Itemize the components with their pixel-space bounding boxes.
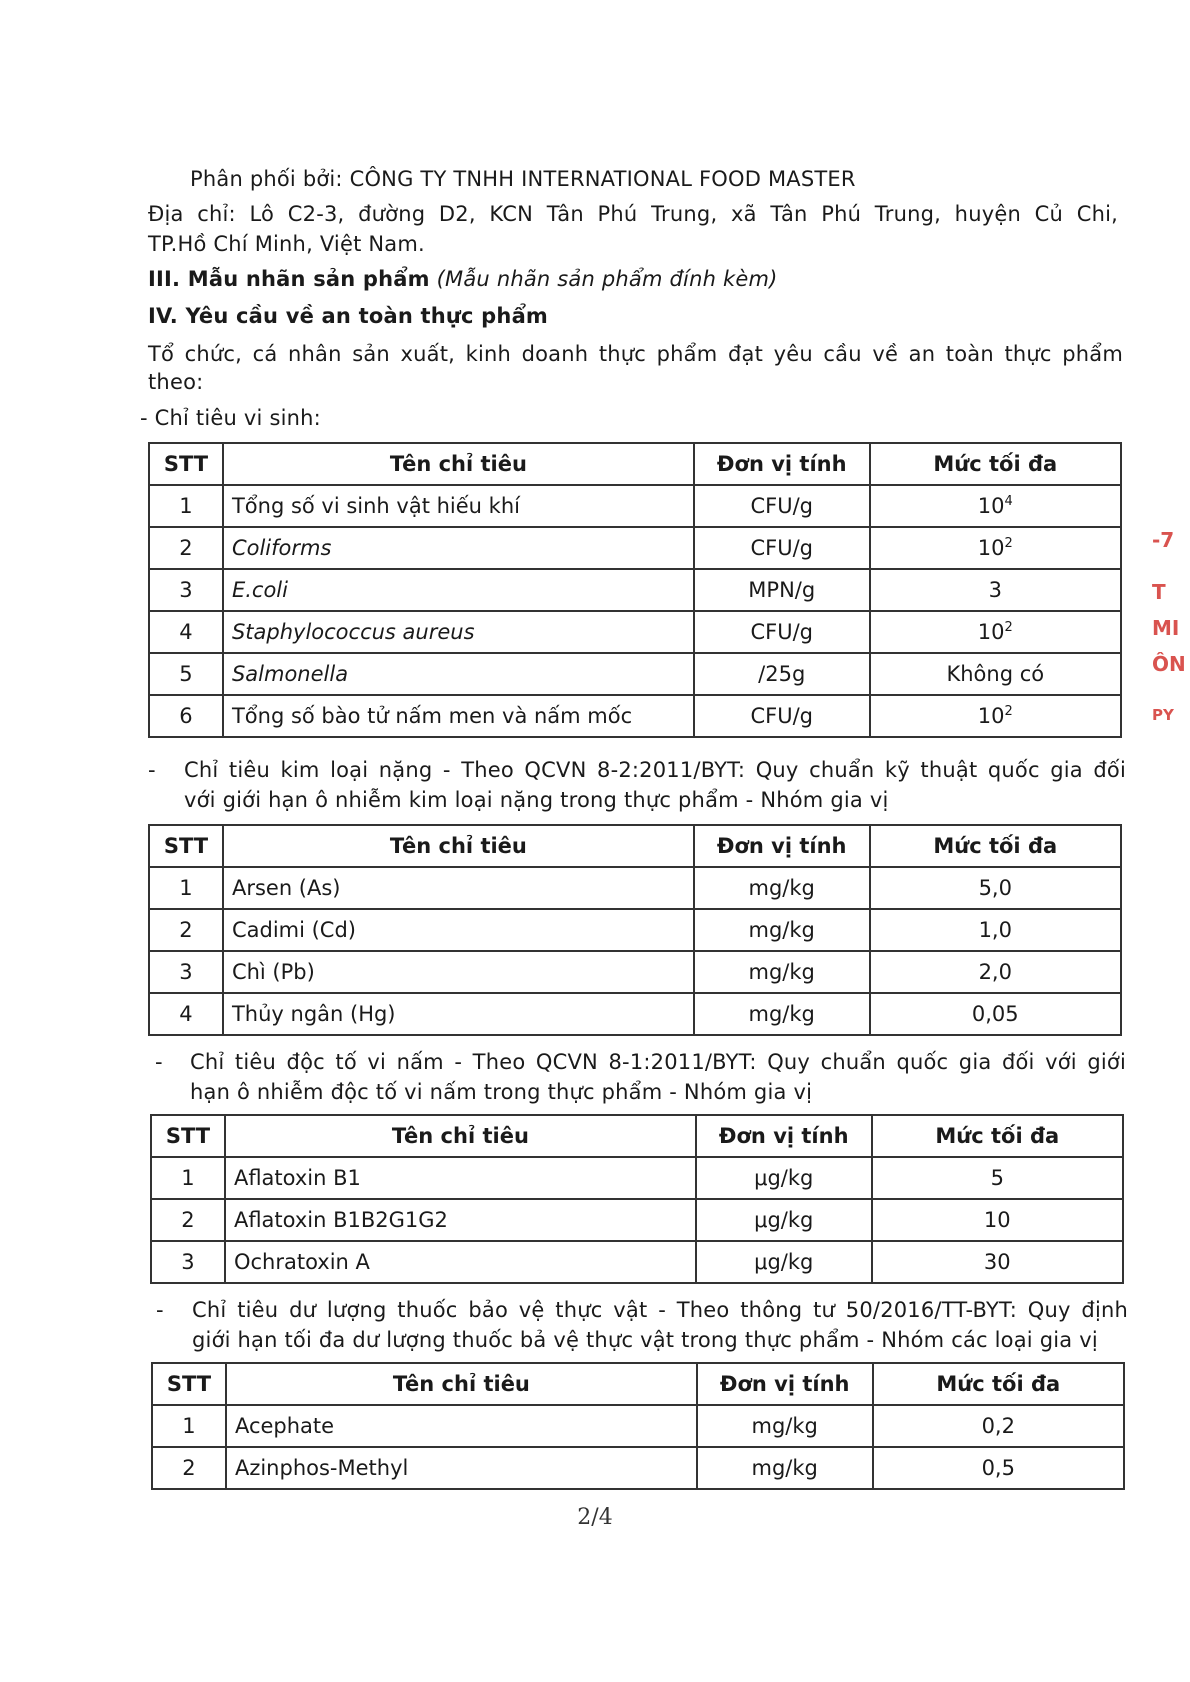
section-3-title: III. Mẫu nhãn sản phẩm xyxy=(148,267,430,291)
metals-table xyxy=(148,824,1122,1036)
myco-label-1: Chỉ tiêu độc tố vi nấm - Theo QCVN 8-1:2011/BYT: Quy chuẩn quốc gia đối với giới xyxy=(190,1050,1126,1074)
myco-dash: - xyxy=(155,1050,163,1074)
page-number: 2/4 xyxy=(577,1505,613,1530)
header-unit: Đơn vị tính xyxy=(694,443,870,485)
cell-name: Chì (Pb) xyxy=(223,951,694,993)
cell-unit: μg/kg xyxy=(696,1157,872,1199)
cell-name: Ochratoxin A xyxy=(225,1241,696,1283)
table-row xyxy=(151,1199,1123,1241)
cell-unit: MPN/g xyxy=(694,569,870,611)
table-header-row xyxy=(151,1115,1123,1157)
table-row xyxy=(149,527,1121,569)
cell-stt: 1 xyxy=(151,1157,225,1199)
cell-unit: CFU/g xyxy=(694,695,870,737)
cell-name: Tổng số vi sinh vật hiếu khí xyxy=(223,485,694,527)
micro-table xyxy=(148,442,1122,738)
table-row xyxy=(152,1405,1124,1447)
metals-label-2: với giới hạn ô nhiễm kim loại nặng trong thực phẩm - Nhóm gia vị xyxy=(184,788,889,812)
cell-name: Salmonella xyxy=(223,653,694,695)
table-row xyxy=(149,611,1121,653)
cell-name: Thủy ngân (Hg) xyxy=(223,993,694,1035)
cell-unit: mg/kg xyxy=(694,867,870,909)
section-3-heading xyxy=(148,265,778,293)
cell-max: 5 xyxy=(872,1157,1123,1199)
cell-name: Acephate xyxy=(226,1405,697,1447)
table-row xyxy=(151,1241,1123,1283)
header-unit: Đơn vị tính xyxy=(694,825,870,867)
table-row xyxy=(149,569,1121,611)
pesticides-dash: - xyxy=(156,1298,164,1322)
cell-max xyxy=(870,485,1121,527)
pesticides-label-2: giới hạn tối đa dư lượng thuốc bả vệ thực vật trong thực phẩm - Nhóm các loại gia vị xyxy=(192,1328,1098,1352)
cell-stt: 6 xyxy=(149,695,223,737)
stamp-fragment: MI xyxy=(1152,616,1180,640)
cell-unit: mg/kg xyxy=(697,1405,873,1447)
micro-label: - Chỉ tiêu vi sinh: xyxy=(140,406,321,430)
max-base: 10 xyxy=(977,494,1005,518)
cell-unit: mg/kg xyxy=(697,1447,873,1489)
metals-label-1: Chỉ tiêu kim loại nặng - Theo QCVN 8-2:2011/BYT: Quy chuẩn kỹ thuật quốc gia đối xyxy=(184,758,1126,782)
cell-stt: 4 xyxy=(149,611,223,653)
max-base: 3 xyxy=(988,578,1002,602)
header-max: Mức tối đa xyxy=(872,1115,1123,1157)
red-seal-stamp xyxy=(1148,520,1188,740)
cell-stt: 2 xyxy=(152,1447,226,1489)
cell-stt: 2 xyxy=(149,527,223,569)
table-row xyxy=(149,653,1121,695)
header-name: Tên chỉ tiêu xyxy=(226,1363,697,1405)
cell-stt: 5 xyxy=(149,653,223,695)
myco-label-2: hạn ô nhiễm độc tố vi nấm trong thực phẩm - Nhóm gia vị xyxy=(190,1080,813,1104)
cell-stt: 3 xyxy=(149,569,223,611)
cell-max: 0,05 xyxy=(870,993,1121,1035)
table-row xyxy=(149,867,1121,909)
cell-unit: mg/kg xyxy=(694,951,870,993)
cell-max xyxy=(870,611,1121,653)
cell-stt: 2 xyxy=(149,909,223,951)
cell-name: Azinphos-Methyl xyxy=(226,1447,697,1489)
header-name: Tên chỉ tiêu xyxy=(223,825,694,867)
header-max: Mức tối đa xyxy=(870,443,1121,485)
table-row xyxy=(149,951,1121,993)
cell-unit: μg/kg xyxy=(696,1241,872,1283)
cell-unit: mg/kg xyxy=(694,909,870,951)
header-name: Tên chỉ tiêu xyxy=(223,443,694,485)
cell-name: Coliforms xyxy=(223,527,694,569)
max-exponent: 4 xyxy=(1004,494,1013,509)
mycotoxins-table xyxy=(150,1114,1124,1284)
cell-unit: CFU/g xyxy=(694,527,870,569)
cell-max: 30 xyxy=(872,1241,1123,1283)
max-base: 10 xyxy=(977,704,1005,728)
address-line-2: TP.Hồ Chí Minh, Việt Nam. xyxy=(148,232,425,256)
stamp-fragment: T xyxy=(1152,580,1166,604)
cell-unit: /25g xyxy=(694,653,870,695)
cell-unit: CFU/g xyxy=(694,485,870,527)
section-3-note: (Mẫu nhãn sản phẩm đính kèm) xyxy=(436,267,778,291)
section-4-intro-1: Tổ chức, cá nhân sản xuất, kinh doanh thực phẩm đạt yêu cầu về an toàn thực phẩm xyxy=(148,342,1123,366)
cell-stt: 3 xyxy=(149,951,223,993)
header-stt: STT xyxy=(149,443,223,485)
table-row xyxy=(152,1447,1124,1489)
section-4-heading: IV. Yêu cầu về an toàn thực phẩm xyxy=(148,304,549,328)
pesticides-table xyxy=(151,1362,1125,1490)
table-header-row xyxy=(149,443,1121,485)
header-max: Mức tối đa xyxy=(870,825,1121,867)
cell-max xyxy=(870,695,1121,737)
header-max: Mức tối đa xyxy=(873,1363,1124,1405)
header-stt: STT xyxy=(152,1363,226,1405)
cell-stt: 3 xyxy=(151,1241,225,1283)
cell-max: 0,5 xyxy=(873,1447,1124,1489)
distributor-line: Phân phối bởi: CÔNG TY TNHH INTERNATIONAL FOOD MASTER xyxy=(190,167,856,191)
stamp-fragment: -7 xyxy=(1152,528,1175,552)
cell-stt: 1 xyxy=(149,867,223,909)
max-base: Không có xyxy=(946,662,1045,686)
stamp-fragment: PY xyxy=(1152,706,1174,724)
max-exponent: 2 xyxy=(1004,536,1013,551)
table-row xyxy=(149,485,1121,527)
cell-unit: μg/kg xyxy=(696,1199,872,1241)
cell-name: Aflatoxin B1B2G1G2 xyxy=(225,1199,696,1241)
cell-unit: CFU/g xyxy=(694,611,870,653)
table-row xyxy=(149,993,1121,1035)
table-header-row xyxy=(152,1363,1124,1405)
cell-name: Aflatoxin B1 xyxy=(225,1157,696,1199)
cell-name: Cadimi (Cd) xyxy=(223,909,694,951)
cell-max xyxy=(870,653,1121,695)
cell-name: Staphylococcus aureus xyxy=(223,611,694,653)
table-row xyxy=(149,695,1121,737)
pesticides-label-1: Chỉ tiêu dư lượng thuốc bảo vệ thực vật - Theo thông tư 50/2016/TT-BYT: Quy định xyxy=(192,1298,1128,1322)
max-exponent: 2 xyxy=(1004,704,1013,719)
cell-stt: 1 xyxy=(149,485,223,527)
header-unit: Đơn vị tính xyxy=(696,1115,872,1157)
table-row xyxy=(151,1157,1123,1199)
cell-max: 10 xyxy=(872,1199,1123,1241)
cell-max: 2,0 xyxy=(870,951,1121,993)
cell-max: 1,0 xyxy=(870,909,1121,951)
max-base: 10 xyxy=(977,620,1005,644)
table-header-row xyxy=(149,825,1121,867)
cell-name: E.coli xyxy=(223,569,694,611)
header-name: Tên chỉ tiêu xyxy=(225,1115,696,1157)
table-row xyxy=(149,909,1121,951)
cell-max xyxy=(870,569,1121,611)
cell-unit: mg/kg xyxy=(694,993,870,1035)
cell-stt: 1 xyxy=(152,1405,226,1447)
max-base: 10 xyxy=(977,536,1005,560)
section-4-intro-2: theo: xyxy=(148,370,204,394)
cell-max xyxy=(870,527,1121,569)
max-exponent: 2 xyxy=(1004,620,1013,635)
cell-name: Arsen (As) xyxy=(223,867,694,909)
header-unit: Đơn vị tính xyxy=(697,1363,873,1405)
header-stt: STT xyxy=(149,825,223,867)
cell-name: Tổng số bào tử nấm men và nấm mốc xyxy=(223,695,694,737)
cell-max: 5,0 xyxy=(870,867,1121,909)
header-stt: STT xyxy=(151,1115,225,1157)
cell-max: 0,2 xyxy=(873,1405,1124,1447)
stamp-fragment: ÔN xyxy=(1152,652,1186,676)
cell-stt: 4 xyxy=(149,993,223,1035)
cell-stt: 2 xyxy=(151,1199,225,1241)
metals-dash: - xyxy=(148,758,156,782)
address-line-1: Địa chỉ: Lô C2-3, đường D2, KCN Tân Phú Trung, xã Tân Phú Trung, huyện Củ Chi, xyxy=(148,202,1118,226)
